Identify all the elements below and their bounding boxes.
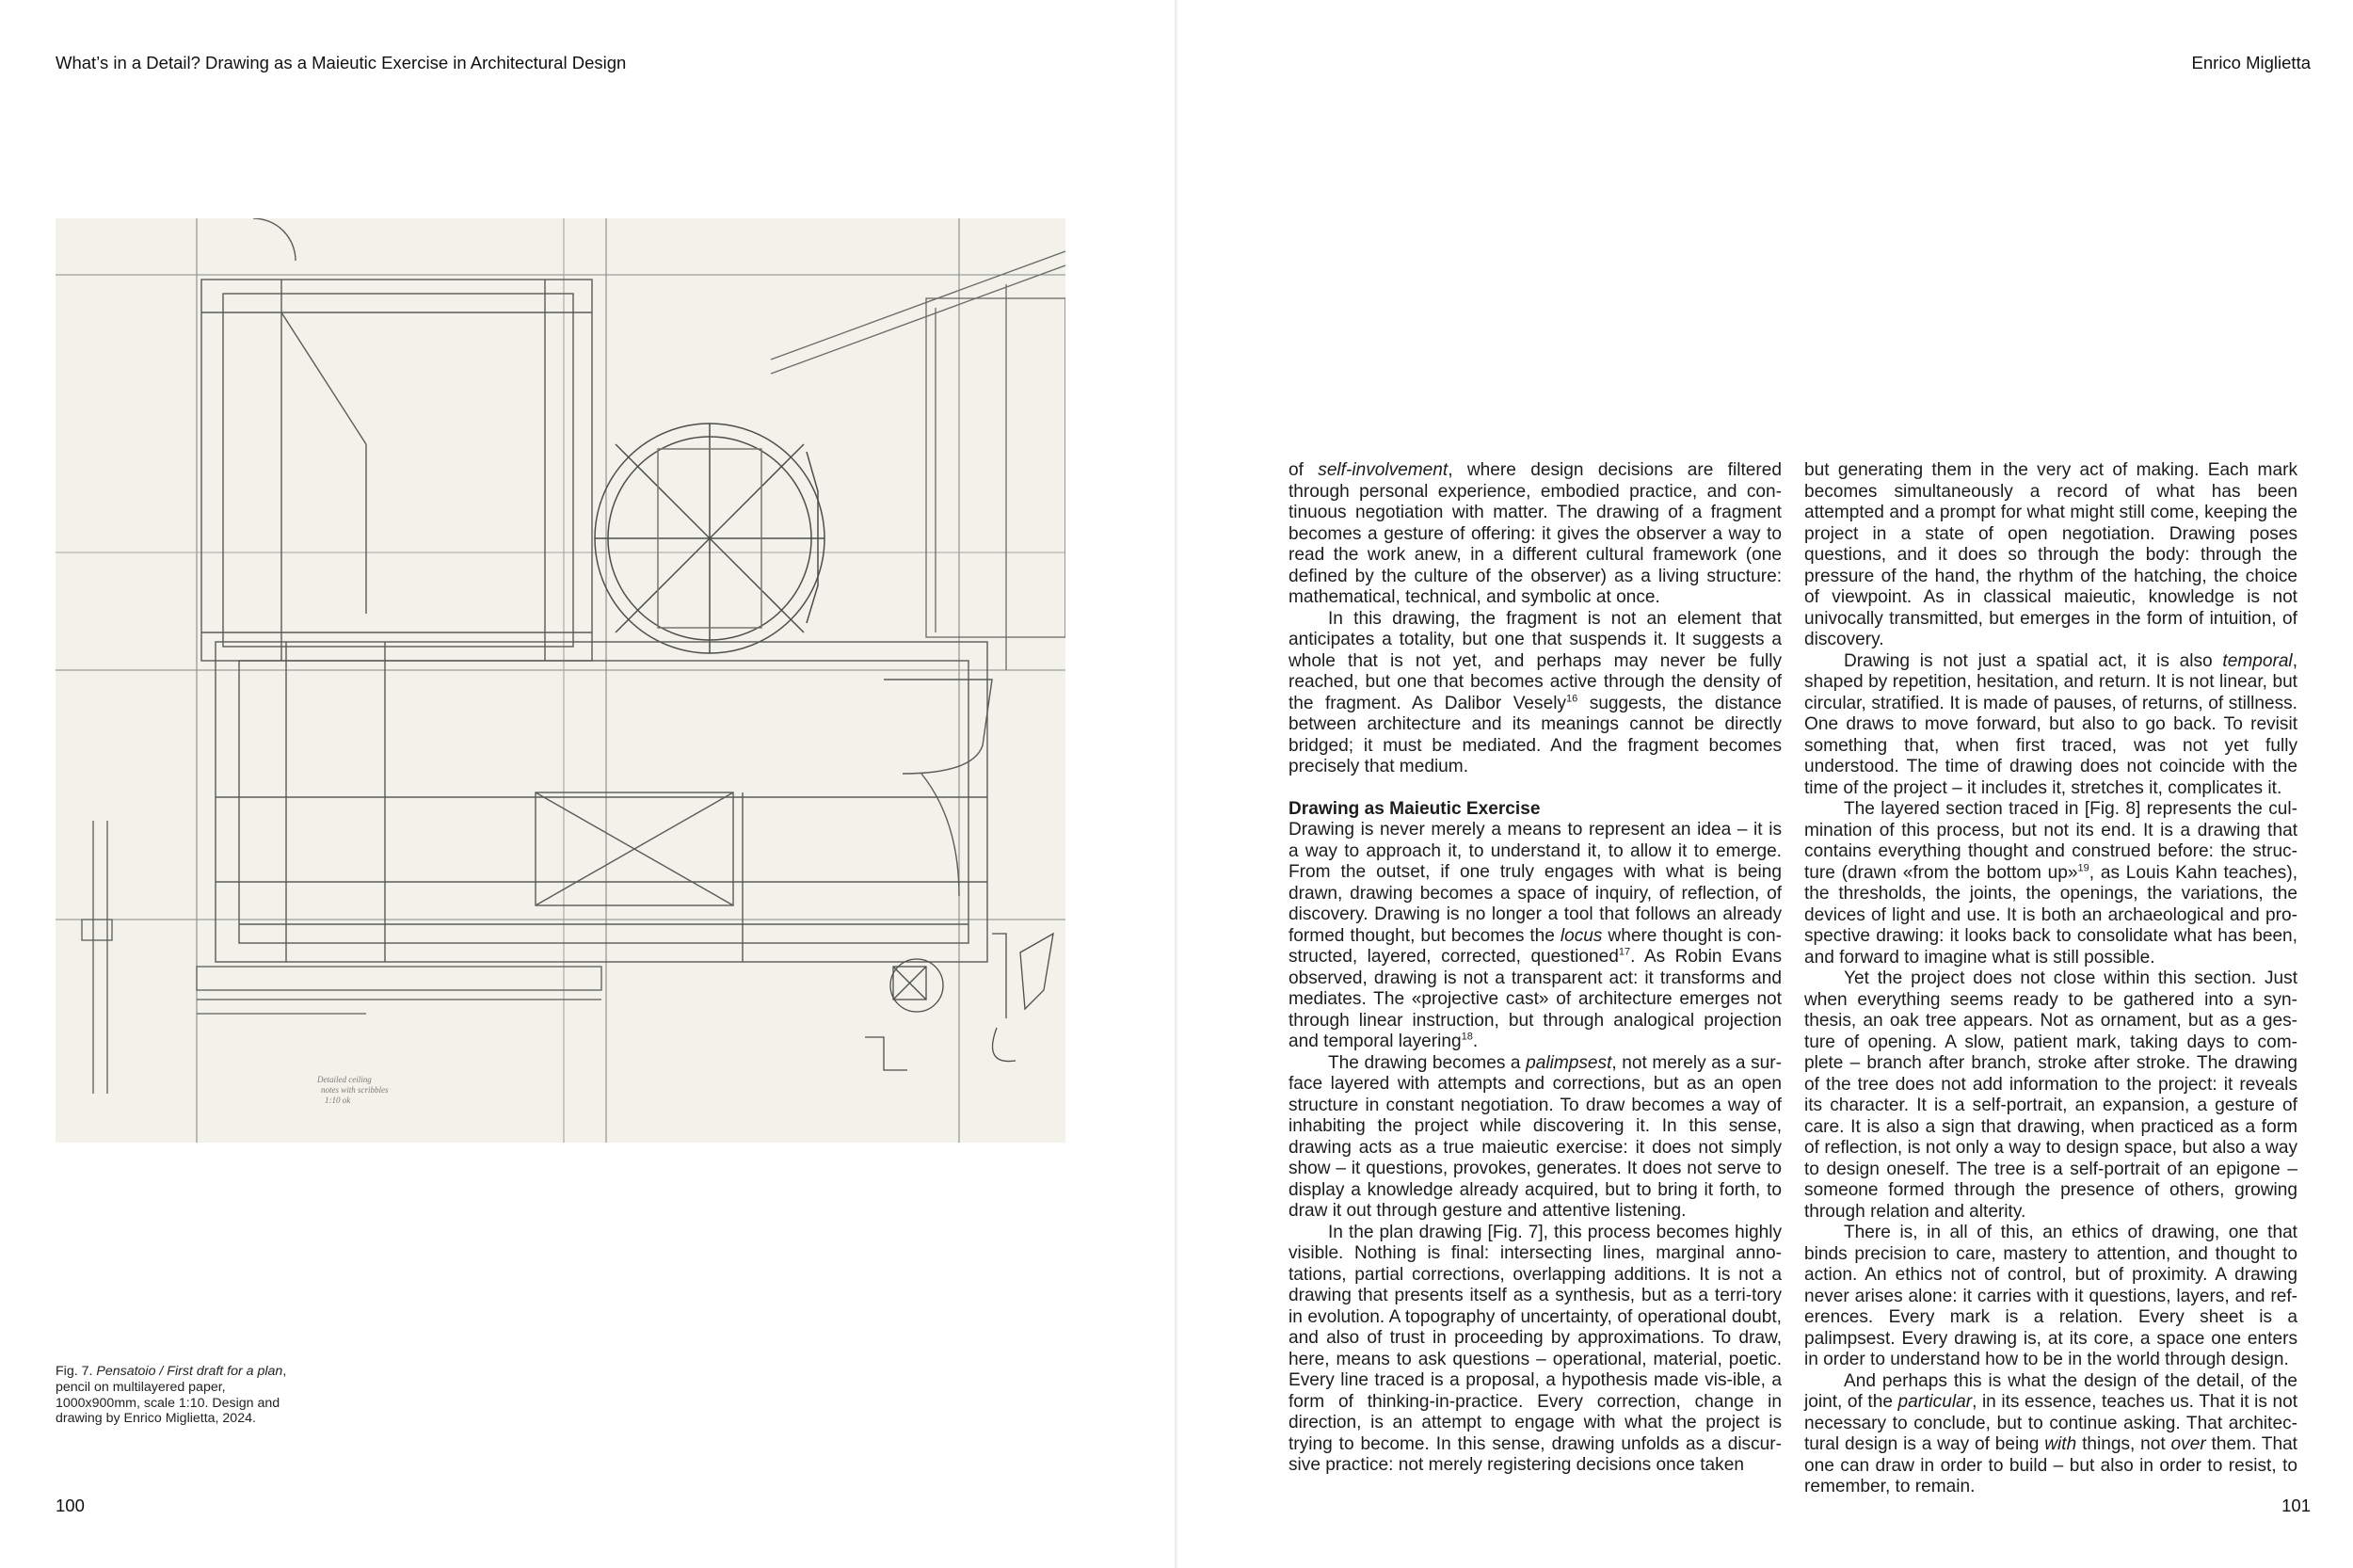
circular-room: [595, 424, 824, 653]
right-page: [1177, 0, 2353, 1568]
col1-paragraph-5: In the plan drawing [Fig. 7], this process becomes highly visible. Nothing is final: intersecting lines, marginal anno-tations, partial corrections, overlapping additions. It is not a drawing that presents itself as a synthesis, but as a terri-tory in evolution. A topography of uncertainty, of operational doubt, and also of trust in proceeding by approximations. To draw, here, means to ask questions – operational, material, poetic. Every line traced is a proposal, a hypothesis made vis-ible, a form of thinking-in-practice. Every correction, change in direction, is an attempt to engage with what the project is trying to become. In this sense, drawing unfolds as a discur-sive practice: not merely registering decisions once taken: [1289, 1222, 1782, 1475]
plan-drawing-svg: [56, 218, 1065, 1143]
col2-paragraph-6: And perhaps this is what the design of the detail, of the joint, of the particular, in its essence, teaches us. That it is not necessary to conclude, but to continue asking. That architec-tural design is a way of being with things, not over them. That one can draw in order to build – but also in order to resist, to remember, to remain.: [1804, 1370, 2297, 1496]
left-page: [0, 0, 1176, 1568]
col1-paragraph-2: In this drawing, the fragment is not an element that anticipates a totality, but one that suspends it. It suggests a whole that is not yet, and perhaps may never be fully reached, but one that becomes active through the density of the fragment. As Dalibor Vesely$^{16}$ suggests, the distance between architecture and its meanings cannot be directly bridged; it must be mediated. And the fragment becomes precisely that medium.: [1289, 608, 1782, 776]
paper-background: [56, 218, 1065, 1143]
footnote-ref-19: 19: [2077, 862, 2089, 874]
annotation-line-2: notes with scribbles: [321, 1085, 389, 1095]
col1-paragraph-4: The drawing becomes a palimpsest, not merely as a sur-face layered with attempts and corrections, but as an open structure in constant negotiation. To draw becomes a way of inhabiting the project while discovering it. In this sense, drawing acts as a true maieutic exercise: it does not simply show – it questions, provokes, generates. It does not serve to display a knowledge already acquired, but to bring it forth, to draw it out through gesture and attentive listening.: [1289, 1052, 1782, 1221]
right-running-head: Enrico Miglietta: [2191, 53, 2311, 72]
col2-paragraph-5: There is, in all of this, an ethics of drawing, one that binds precision to care, mastery to attention, and thought to action. An ethics not of control, but of proximity. A drawing never arises alone: it carries with it questions, layers, and ref-erences. Every mark is a relation. Every sheet is a palimpsest. Every drawing is, at its core, a space one enters in order to understand how to be in the world through design.: [1804, 1223, 2297, 1369]
text-column-1: [1289, 460, 1782, 1477]
left-page-number: 100: [56, 1496, 85, 1515]
figure-caption: [56, 1364, 289, 1427]
col1-paragraph-3: Drawing is never merely a means to represent an idea – it is a way to approach it, to understand it, to allow it to emerge. From the outset, if one truly engages with what is being drawn, drawing becomes a space of inquiry, of reflection, of discovery. Drawing is no longer a tool that follows an already formed thought, but becomes the locus where thought is con-structed, layered, corrected, questioned$^{17}$. As Robin Evans observed, drawing is not a transparent act: it transforms and mediates. The «projective cast» of architecture emerges not through linear instruction, but through analogical projection and temporal layering$^{18}$.: [1289, 820, 1783, 1051]
col2-paragraph-4: Yet the project does not close within this section. Just when everything seems ready to be gathered into a syn-thesis, an oak tree appears. Not as ornament, but as a ges-ture of opening. A slow, patient mark, taking days to com-plete – branch after branch, stroke after stroke. The drawing of the tree does not add information to the project: it reveals its character. It is a self-portrait, an expansion, a gesture of care. It is also a sign that drawing, when practiced as a form of reflection, is not only a way to design space, but also a way to design oneself. The tree is a self-portrait of an epigone – someone formed through the presence of others, growing through relation and alterity.: [1804, 968, 2297, 1222]
figure-7-plan-drawing: [56, 218, 1065, 1143]
footnote-ref-16: 16: [1566, 693, 1578, 705]
col2-paragraph-2: Drawing is not just a spatial act, it is also temporal, shaped by repetition, hesitation, and return. It is not linear, but circular, stratified. It is made of pauses, of returns, of stillness. One draws to move forward, but also to go back. To revisit something that, when first traced, was not yet fully understood. The time of drawing does not coincide with the time of the project – it includes it, stretches it, complicates it.: [1804, 650, 2297, 798]
caption-title: Pensatoio / First draft for a plan: [96, 1364, 283, 1379]
section-heading: Drawing as Maieutic Exercise: [1289, 798, 1541, 819]
left-running-head: What’s in a Detail? Drawing as a Maieutic Exercise in Architectural Design: [56, 53, 627, 72]
footnote-ref-17: 17: [1618, 946, 1631, 958]
footnote-ref-18: 18: [1461, 1031, 1473, 1043]
col1-paragraph-1: of self-involvement, where design decisions are filtered through personal experience, embodied practice, and con-tinuous negotiation with matter. The drawing of a fragment becomes a gesture of offering: it gives the observer a way to read the work anew, in a different cultural framework (one defined by the culture of the observer) as a living structure: mathematical, technical, and symbolic at once.: [1289, 460, 1782, 607]
caption-fig-label: Fig. 7.: [56, 1364, 97, 1379]
col2-paragraph-3: The layered section traced in [Fig. 8] represents the cul-mination of this process, but not its end. It is a drawing that contains everything thought and construed before: the struc-ture (drawn «from the bottom up»$^{19}$, as Louis Kahn teaches), the thresholds, the joints, the openings, the variations, the devices of light and use. It is both an archaeological and pro-spective drawing: it looks back to consolidate what has been, and forward to imagine what is still possible.: [1804, 799, 2297, 968]
text-column-2: [1804, 460, 2297, 1498]
annotation-line-1: Detailed ceiling: [317, 1075, 372, 1084]
right-page-number: 101: [2281, 1496, 2311, 1515]
annotation-line-3: 1:10 ok: [325, 1096, 351, 1105]
caption-details: , pencil on multilayered paper, 1000x900mm, scale 1:10. Design and drawing by Enrico Miglietta, 2024.: [56, 1364, 287, 1427]
col2-paragraph-1: but generating them in the very act of making. Each mark becomes simultaneously a record of what has been attempted and a prompt for what might still come, keeping the project in a state of open negotiation. Drawing poses questions, and it does so through the body: through the pressure of the hand, the rhythm of the hatching, the choice of viewpoint. As in classical maieutic, knowledge is not univocally transmitted, but emerges in the form of intuition, of discovery.: [1804, 460, 2297, 649]
